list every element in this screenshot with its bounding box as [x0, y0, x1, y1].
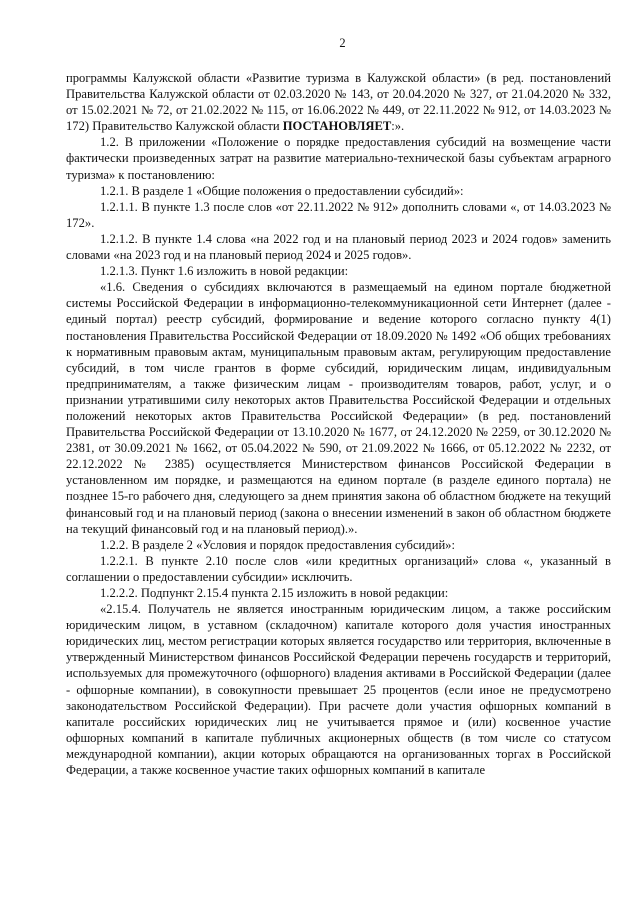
paragraph-quote-1-6: «1.6. Сведения о субсидиях включаются в размещаемый на едином портале бюджетной системы Российской Федерации в информационно-телекоммуникационной сети Интернет (далее - единый портал) реестр субсидий, формирование и ведение которого согласно пункту 4(1) постановления Правительства Российской Федерации от 18.09.2020 № 1492 «Об общих требованиях к нормативным правовым актам, муниципальным правовым актам, регулирующим предоставление субсидий, в том числе грантов в форме субсидий, юридическим лицам, индивидуальным предпринимателям, а также физическим лицам - производителям товаров, работ, услуг, и о признании утратившими силу некоторых актов Правительства Российской Федерации и отдельных положений некоторых актов Правительства Российской Федерации» (в ред. постановлений Правительства Российской Федерации от 13.10.2020 № 1677, от 24.12.2020 № 2259, от 30.12.2020 № 2381, от 30.09.2021 № 1662, от 05.04.2022 № 590, от 21.09.2022 № 1666, от 05.12.2022 № 2232, от 22.12.2022 № 2385) осуществляется Министерством финансов Российской Федерации в установленном им порядке, и размещаются на едином портале (в разделе единого портала) не позднее 15-го рабочего дня, следующего за днем принятия закона об областном бюджете на текущий финансовый год и на плановый период (закона о внесении изменений в закон об областном бюджете на текущий финансовый год и на плановый период).». — [66, 280, 611, 536]
paragraph-1-2-1-2: 1.2.1.2. В пункте 1.4 слова «на 2022 год и на плановый период 2023 и 2024 годов» заменить словами «на 2023 год и на плановый период 2024 и 2025 годов». — [66, 231, 611, 263]
paragraph-ending: :». — [391, 119, 405, 134]
paragraph-1-2-1-1: 1.2.1.1. В пункте 1.3 после слов «от 22.11.2022 № 912» дополнить словами «, от 14.03.2023 № 172». — [66, 199, 611, 230]
page-number: 2 — [339, 36, 346, 50]
paragraph-quote-2-15-4: «2.15.4. Получатель не является иностранным юридическим лицом, а также российским юридическим лицом, в уставном (складочном) капитале которого доля участия иностранных юридических лиц, местом регистрации которых является государство или территория, включенные в утвержденный Министерством финансов Российской Федерации перечень государств и территорий, используемых для промежуточного (офшорного) владения активами в Российской Федерации (далее - офшорные компании), в совокупности превышает 25 процентов (если иное не предусмотрено законодательством Российской Федерации). При расчете доли участия офшорных компаний в капитале российских юридических лиц не учитывается прямое и (или) косвенное участие офшорных компаний в капитале публичных акционерных обществ (в том числе со статусом международной компании), акции которых обращаются на организованных торгах в Российской Федерации, а также косвенное участие таких офшорных компаний в капитале — [66, 602, 611, 778]
paragraph-1-2-1-3: 1.2.1.3. Пункт 1.6 изложить в новой редакции: — [100, 264, 349, 279]
paragraph-text: программы Калужской области «Развитие туризма в Калужской области» (в ред. постановлений Правительства Калужской области от 02.03.2020 № 143, от 20.04.2020 № 327, от 21.04.2020 № 332, от 15.02.2021 № 72, от 21.02.2022 № 115, от 16.06.2022 № 449, от 22.11.2022 № 912, от 14.03.2023 № 172) Правительство Калужской области — [66, 71, 611, 134]
paragraph-1-2-2-1: 1.2.2.1. В пункте 2.10 после слов «или кредитных организаций» слова «, указанный в соглашении о предоставлении субсидии» исключить. — [66, 553, 611, 584]
paragraph-1-2-1: 1.2.1. В разделе 1 «Общие положения о предоставлении субсидий»: — [100, 183, 464, 198]
bold-decree-word: ПОСТАНОВЛЯЕТ — [282, 119, 392, 134]
paragraph-1-2: 1.2. В приложении «Положение о порядке предоставления субсидий на возмещение части фактически произведенных затрат на развитие материально-технической базы субъектам аграрного туризма» к постановлению: — [66, 135, 611, 182]
paragraph-1-2-2: 1.2.2. В разделе 2 «Условия и порядок предоставления субсидий»: — [100, 537, 455, 552]
paragraph-intro-continuation — [66, 70, 611, 134]
paragraph-1-2-2-2: 1.2.2.2. Подпункт 2.15.4 пункта 2.15 изложить в новой редакции: — [100, 586, 449, 600]
